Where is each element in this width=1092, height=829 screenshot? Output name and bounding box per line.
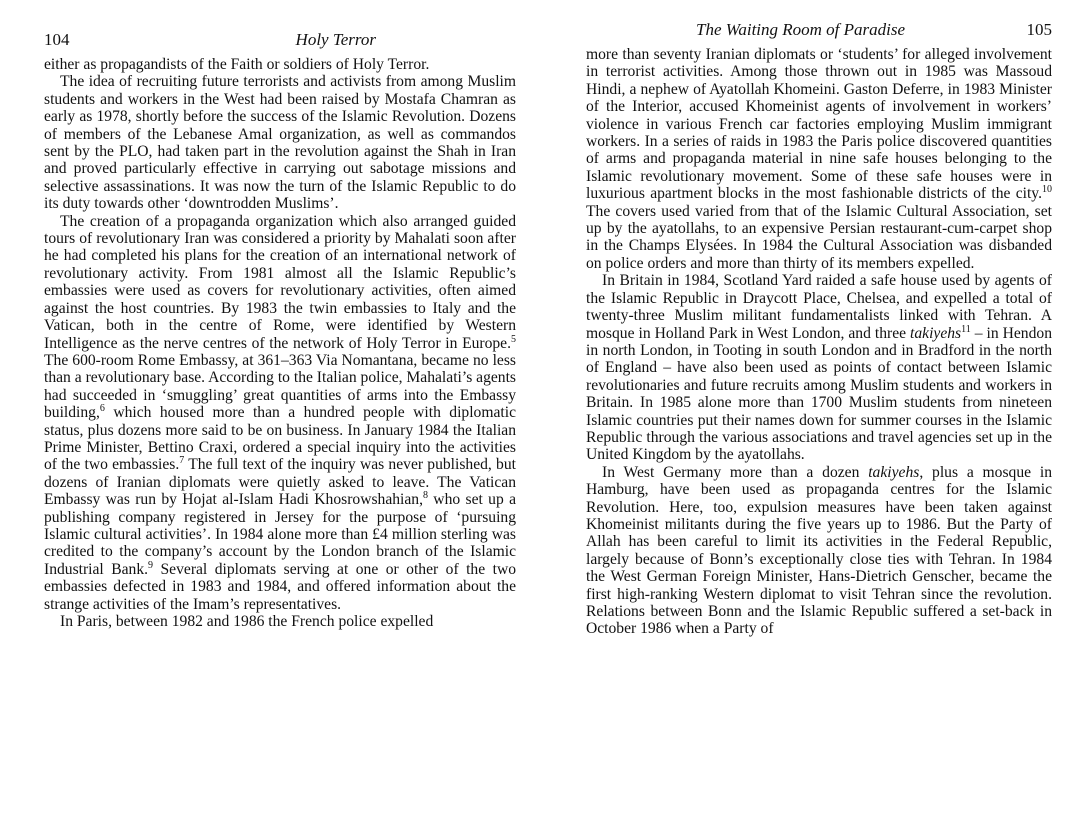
right-page [546,0,1092,829]
left-paragraph-3-cont-4: who set up a publishing company registered in Jersey for the purpose of ‘pursuing Islamic cultural activities’. In 1984 alone more than £4 million sterling was credited to the company’s account by the London branch of the Islamic Industrial Bank. [44,491,516,578]
left-page-number: 104 [44,30,70,49]
left-paragraph-3-cont-5: Several diplomats serving at one or other of the two embassies defected in 1983 and 1984, and offered information about the strange activities of the Imam’s representatives. [44,560,517,613]
footnote-ref-6: 6 [99,402,105,414]
left-paragraph-3-text: The creation of a propaganda organization which also arranged guided tours of revolutionary Iran was considered a priority by Mahalati soon after he had completed his plans for the creation of an international network of revolutionary activity. From 1981 almost all the Islamic Republic’s embassies were used as covers for revolutionary activities, often aimed against the host countries. By 1983 the twin embassies to Italy and the Vatican, both in the centre of Rome, were identified by Western Intelligence as the nerve centres of the network of Holy Terror in Europe. [44,212,516,352]
right-paragraph-1-cont: The covers used varied from that of the Islamic Cultural Association, set up by the ayatollahs, to an expensive Persian restaurant-cum-carpet shop in the Champs Elysées. In 1984 the Cultural Association was disbanded on police orders and more than thirty of its members expelled. [586,202,1052,272]
footnote-ref-8: 8 [422,489,428,501]
right-running-head [586,20,1052,40]
footnote-ref-11: 11 [961,323,971,335]
right-paragraph-2-cont: – in Hendon in north London, in Tooting in south London and in Bradford in the north of England – have also been used as points of contact between Islamic revolutionaries and future recruits among Muslim students and workers in Britain. In 1985 alone more than 1700 Muslim students from nineteen Islamic countries put their names down for summer courses in the Islamic Republic through the various associations and travel agencies set up in the United Kingdom by the ayatollahs. [586,324,1052,464]
left-running-head [44,30,516,50]
right-body-text [586,46,1052,638]
left-paragraph-2: The idea of recruiting future terrorists and activists from among Muslim students and workers in the West had been raised by Mostafa Chamran as early as 1978, shortly before the success of the Islamic Revolution. Dozens of members of the Lebanese Amal organization, as well as commandos sent by the PLO, had taken part in the revolution against the Shah in Iran and proved particularly effective in carrying out sabotage missions and selective assassinations. It was now the turn of the Islamic Republic to do its duty towards other ‘downtrodden Muslims’. [44,73,516,213]
footnote-ref-5: 5 [511,333,516,345]
left-paragraph-3-cont-1: The 600-room Rome Embassy, at 361–363 Via Nomantana, became no less than a revolutionary base. According to the Italian police, Mahalati’s agents had succeeded in ‘smuggling’ great quantities of arms into the Embassy building, [44,351,516,422]
right-paragraph-3-cont: , plus a mosque in Hamburg, have been used as propaganda centres for the Islamic Revolution. Here, too, expulsion measures have been taken against Khomeinist militants during the five years up to 1986. But the Party of Allah has been careful to limit its activities in the Federal Republic, largely because of Bonn’s exceptionally close ties with Tehran. In 1984 the West German Foreign Minister, Hans-Dietrich Genscher, became the first high-ranking Western diplomat to visit Tehran since the revolution. Relations between Bonn and the Islamic Republic suffered a set-back in October 1986 when a Party of [586,463,1052,638]
left-paragraph-3-cont-2: which housed more than a hundred people with diplomatic status, plus dozens more said to be on business. In January 1984 the Italian Prime Minister, Bettino Craxi, ordered a special inquiry into the activities of the two embassies. [44,404,516,474]
right-paragraph-2-text: In Britain in 1984, Scotland Yard raided a safe house used by agents of the Islamic Republic in Draycott Place, Chelsea, and expelled a total of twenty-three Muslim militant fundamentalists linked with Tehran. A mosque in Holland Park in West London, and three [586,272,1052,342]
right-paragraph-1 [586,46,1052,272]
right-paragraph-3-italic: takiyehs [868,463,920,481]
right-paragraph-3 [586,464,1052,638]
right-page-number: 105 [1026,20,1052,39]
left-running-title: Holy Terror [295,30,376,49]
right-running-title: The Waiting Room of Paradise [696,20,906,39]
footnote-ref-7: 7 [179,455,185,467]
right-paragraph-1-text: more than seventy Iranian diplomats or ‘students’ for alleged involvement in terrorist activities. Among those thrown out in 1985 was Massoud Hindi, a nephew of Ayatollah Khomeini. Gaston Deferre, in 1983 Minister of the Interior, accused Khomeinist agents of involvement in workers’ violence in various French car factories employing Muslim immigrant workers. In a series of raids in 1983 the Paris police discovered quantities of arms and propaganda material in nine safe houses belonging to the Islamic revolutionary movement. Some of these safe houses were in luxurious apartment blocks in the most fashionable districts of the city. [586,46,1052,203]
footnote-ref-9: 9 [148,559,154,571]
right-paragraph-2-italic: takiyehs [910,324,962,342]
left-body-text [44,56,516,630]
right-paragraph-2 [586,272,1052,463]
left-paragraph-3-cont-3: The full text of the inquiry was never published, but dozens of Iranian diplomats were quietly asked to leave. The Vatican Embassy was run by Hojat al-Islam Hadi Khosrowshahian, [44,456,516,509]
footnote-ref-10: 10 [1042,184,1052,196]
left-paragraph-1: either as propagandists of the Faith or soldiers of Holy Terror. [44,56,430,73]
left-paragraph-4: In Paris, between 1982 and 1986 the French police expelled [60,613,434,630]
left-paragraph-3 [44,213,516,613]
right-paragraph-3-text: In West Germany more than a dozen [602,463,869,481]
